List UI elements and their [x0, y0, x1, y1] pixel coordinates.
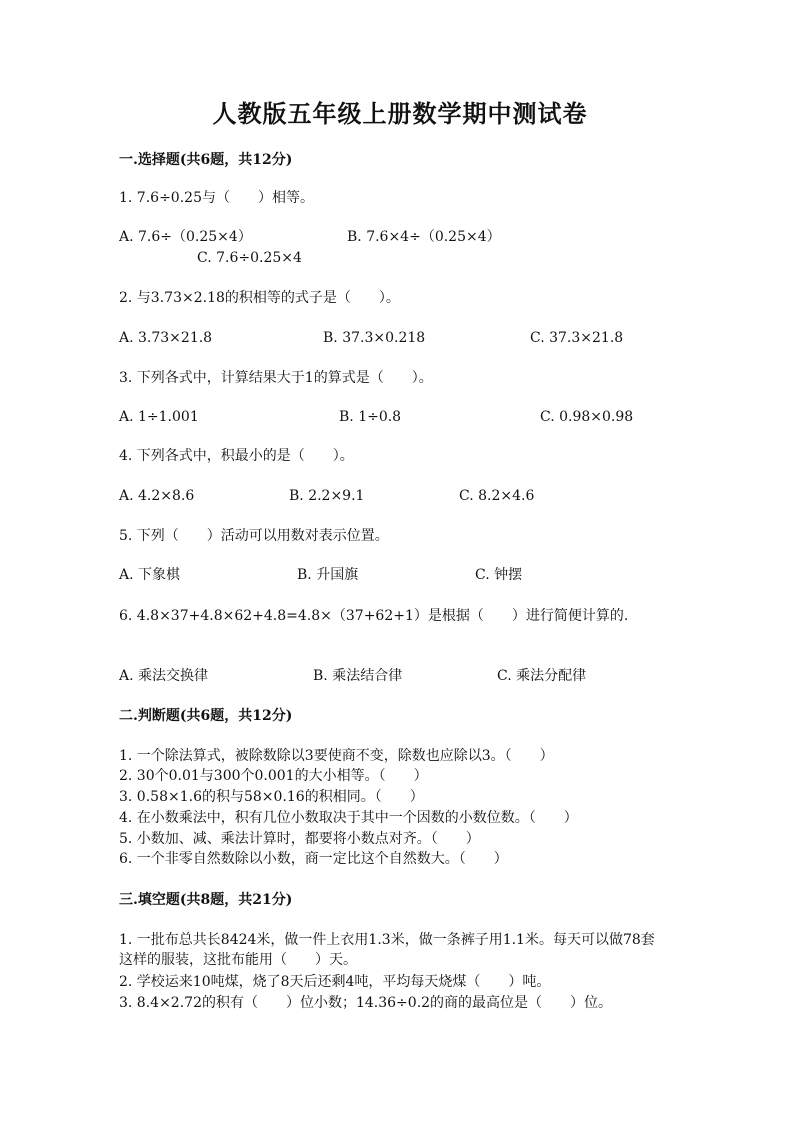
question-2: 2. 与3.73×2.18的积相等的式子是（ ）。	[119, 290, 400, 306]
question-1-option-c: C. 7.6÷0.25×4	[197, 250, 302, 266]
section-heading-judgement: 二.判断题(共6题，共12分)	[119, 708, 293, 724]
judgement-item-2: 2. 30个0.01与300个0.001的大小相等。（ ）	[119, 768, 428, 784]
question-1: 1. 7.6÷0.25与（ ）相等。	[119, 190, 314, 206]
section-heading-fill-blank: 三.填空题(共8题，共21分)	[119, 892, 293, 908]
fill-blank-item-1: 1. 一批布总共长8424米，做一件上衣用1.3米，做一条裤子用1.1米。每天可以做78套这样的服装，这批布能用（ ）天。	[119, 932, 655, 968]
question-6: 6. 4.8×37+4.8×62+4.8=4.8×（37+62+1）是根据（ ）进行简便计算的.	[119, 608, 629, 624]
judgement-item-3: 3. 0.58×1.6的积与58×0.16的积相同。（ ）	[119, 789, 424, 805]
page-title: 人教版五年级上册数学期中测试卷	[212, 99, 588, 128]
question-4: 4. 下列各式中，积最小的是（ ）。	[119, 448, 354, 464]
question-3-option-a: A. 1÷1.001	[119, 409, 199, 425]
judgement-item-6: 6. 一个非零自然数除以小数，商一定比这个自然数大。（ ）	[119, 851, 508, 867]
question-3: 3. 下列各式中，计算结果大于1的算式是（ ）。	[119, 370, 433, 386]
judgement-item-5: 5. 小数加、减、乘法计算时，都要将小数点对齐。（ ）	[119, 831, 480, 847]
question-4-option-b: B. 2.2×9.1	[289, 488, 365, 504]
question-6-option-b: B. 乘法结合律	[313, 668, 403, 684]
question-5-option-a: A. 下象棋	[119, 567, 181, 583]
question-1-option-b: B. 7.6×4÷（0.25×4）	[347, 229, 501, 245]
question-2-option-c: C. 37.3×21.8	[530, 330, 624, 346]
question-5-option-b: B. 升国旗	[297, 567, 359, 583]
question-4-option-c: C. 8.2×4.6	[459, 488, 535, 504]
question-5: 5. 下列（ ）活动可以用数对表示位置。	[119, 528, 389, 544]
judgement-item-1: 1. 一个除法算式，被除数除以3要使商不变，除数也应除以3。（ ）	[119, 748, 554, 764]
question-2-option-b: B. 37.3×0.218	[323, 330, 426, 346]
judgement-item-4: 4. 在小数乘法中，积有几位小数取决于其中一个因数的小数位数。（ ）	[119, 810, 578, 826]
question-4-option-a: A. 4.2×8.6	[119, 488, 195, 504]
question-1-option-a: A. 7.6÷（0.25×4）	[119, 229, 252, 245]
section-heading-choice: 一.选择题(共6题，共12分)	[119, 152, 293, 168]
question-5-option-c: C. 钟摆	[475, 567, 523, 583]
question-3-option-c: C. 0.98×0.98	[540, 409, 634, 425]
fill-blank-item-3: 3. 8.4×2.72的积有（ ）位小数；14.36÷0.2的商的最高位是（ ）位。	[119, 995, 613, 1011]
question-6-option-a: A. 乘法交换律	[119, 668, 209, 684]
fill-blank-item-2: 2. 学校运来10吨煤，烧了8天后还剩4吨，平均每天烧煤（ ）吨。	[119, 974, 551, 990]
question-3-option-b: B. 1÷0.8	[339, 409, 402, 425]
question-6-option-c: C. 乘法分配律	[497, 668, 587, 684]
question-2-option-a: A. 3.73×21.8	[119, 330, 213, 346]
